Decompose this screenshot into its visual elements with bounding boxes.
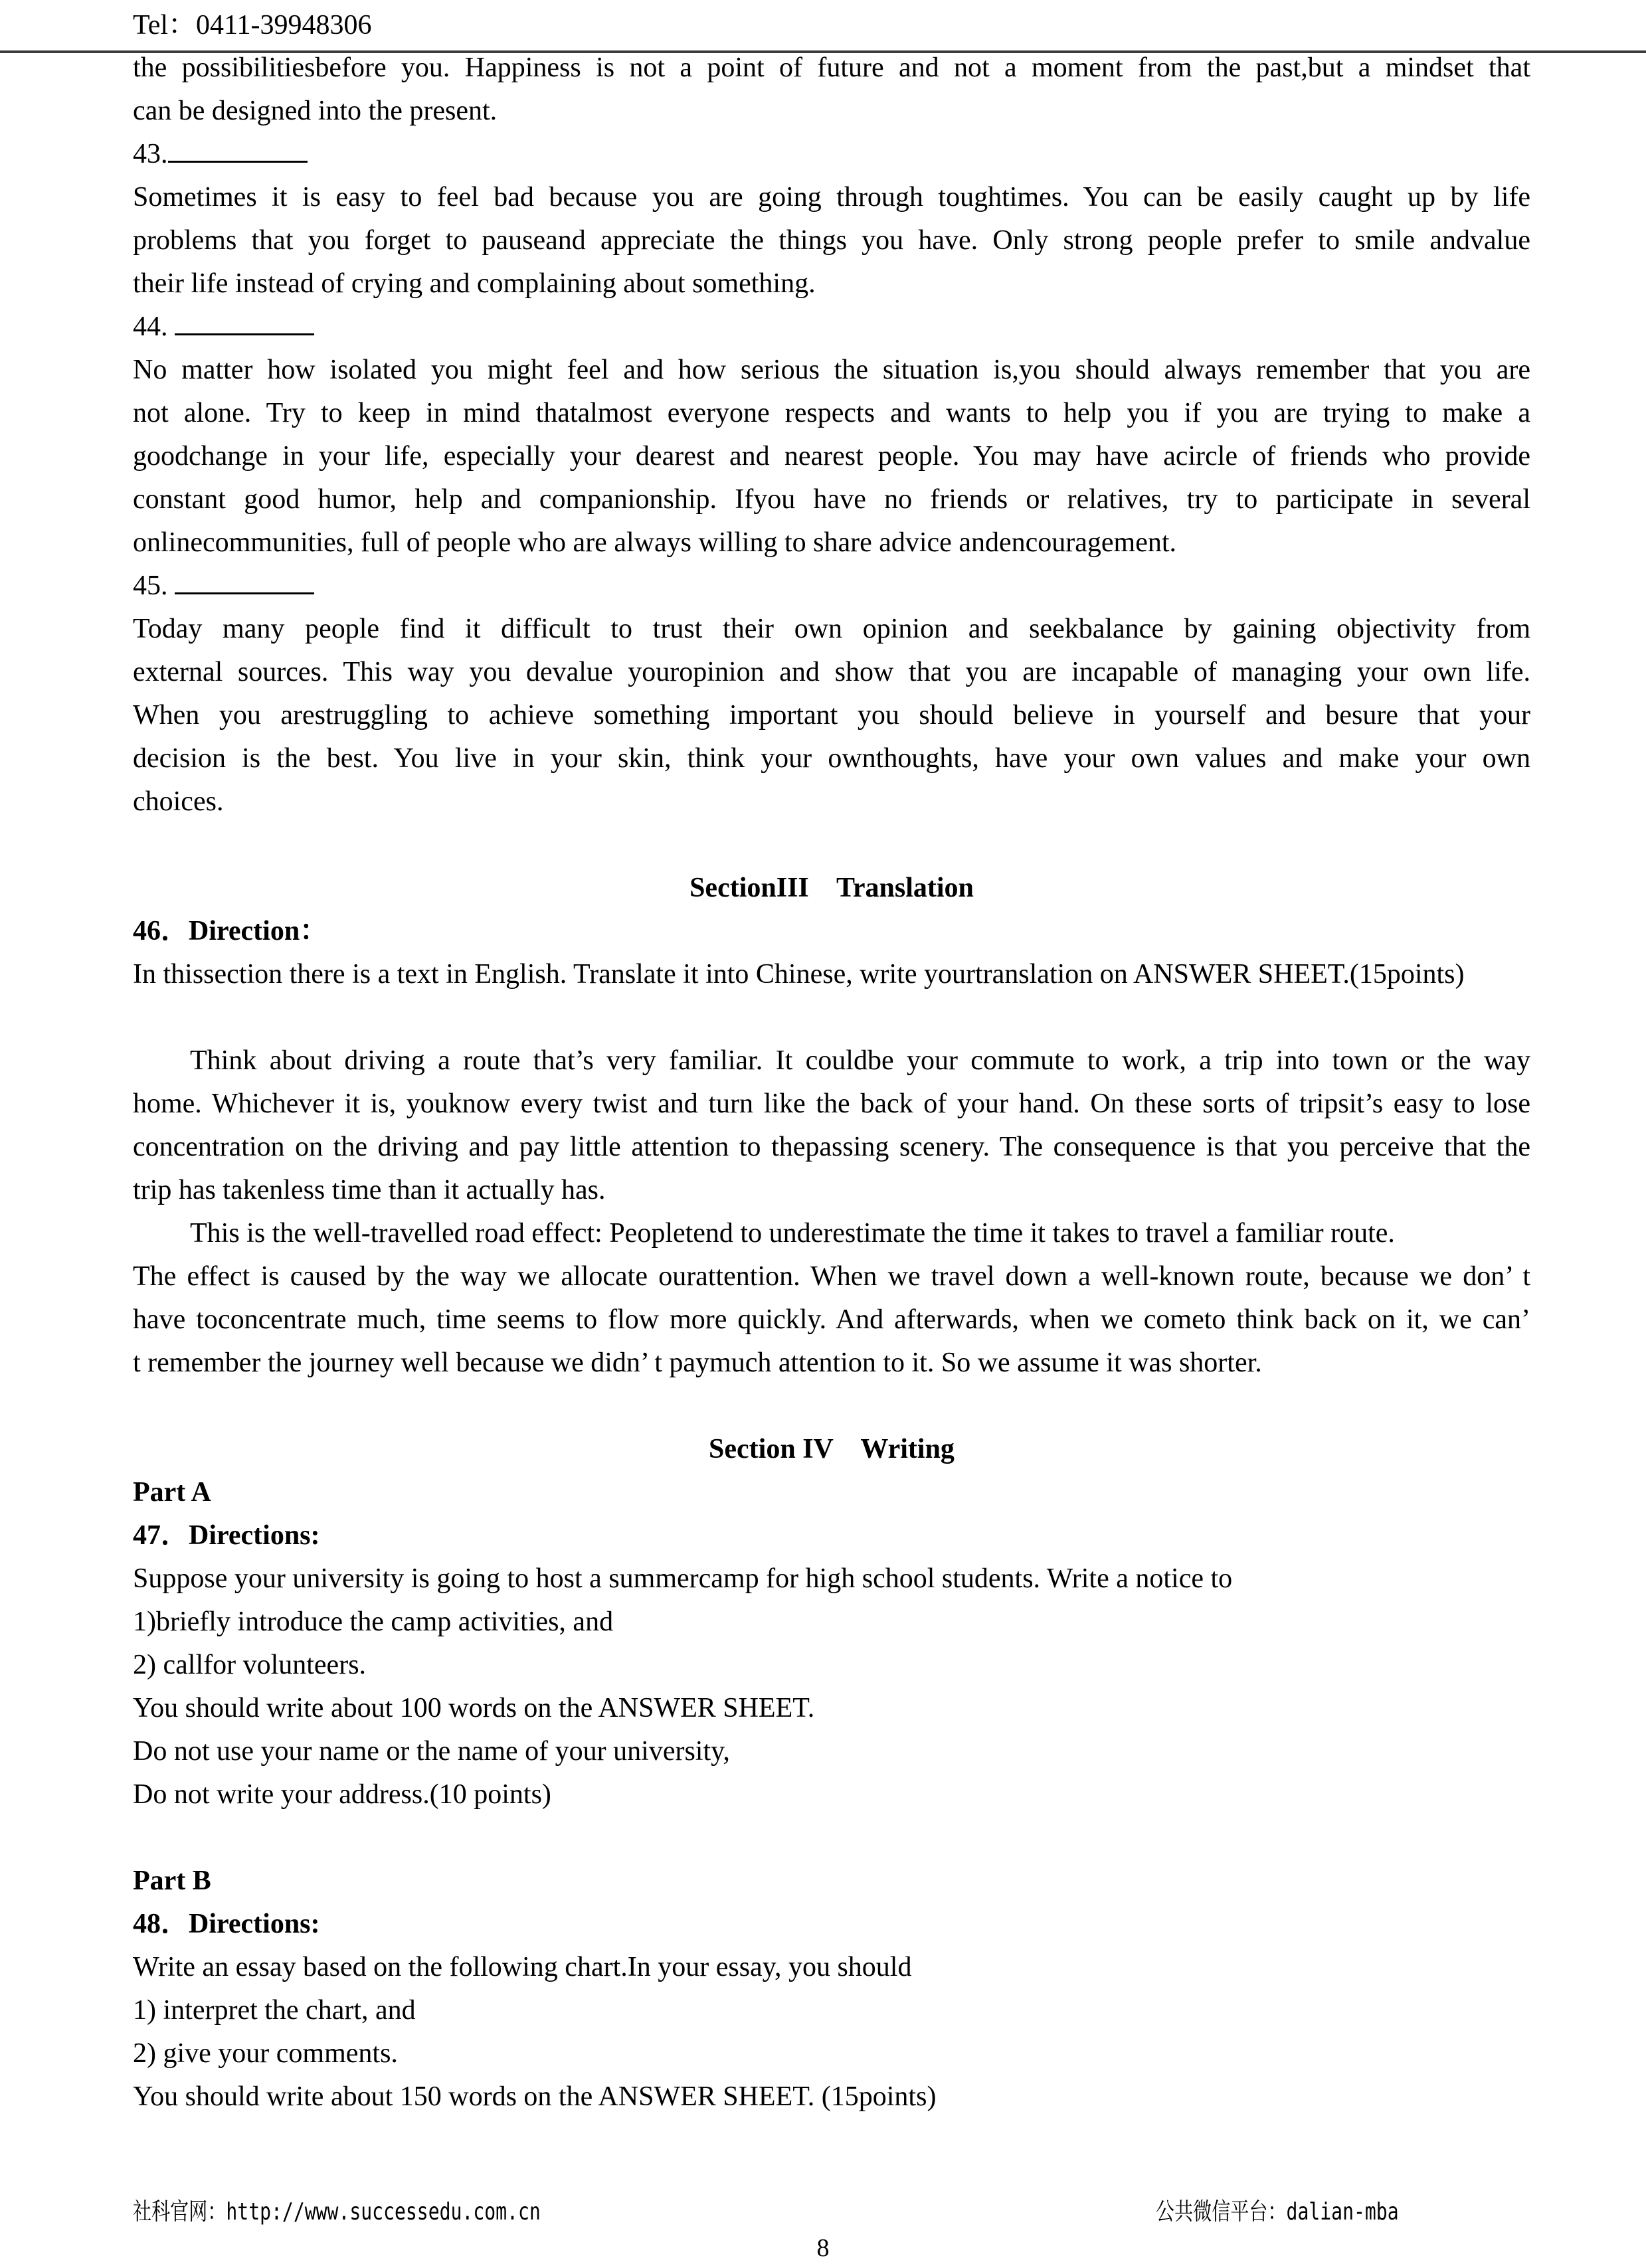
translation-text-line: t remember the journey well because we didn’ t paymuch attention to it. So we assume it was shorter. bbox=[133, 1348, 1262, 1378]
passage-line: No matter how isolated you might feel and how serious the situation is,you should always remember that you are bbox=[133, 355, 1530, 385]
part-b-label: Part B bbox=[133, 1866, 211, 1896]
writing-direction-line: 2) callfor volunteers. bbox=[133, 1650, 367, 1680]
passage-line: choices. bbox=[133, 786, 224, 817]
header-telephone: Tel：0411-39948306 bbox=[133, 10, 372, 41]
translation-text-line: Think about driving a route that’s very familiar. It couldbe your commute to work, a trip into town or the way bbox=[190, 1045, 1530, 1076]
translation-text-line: The effect is caused by the way we allocate ourattention. When we travel down a well-known route, because we don’ t bbox=[133, 1261, 1530, 1292]
question-number: 43. bbox=[133, 139, 168, 169]
question-46-heading: 46．Direction： bbox=[133, 916, 328, 946]
question-48-heading: 48．Directions: bbox=[133, 1909, 320, 1939]
section-title-translation: SectionIII Translation bbox=[689, 873, 974, 903]
spacer bbox=[133, 824, 1530, 867]
passage-line: external sources. This way you devalue youropinion and show that you are incapable of managing your own life. bbox=[133, 657, 1530, 687]
writing-direction-line: You should write about 150 words on the ANSWER SHEET. (15points) bbox=[133, 2081, 937, 2112]
writing-direction-line: 2) give your comments. bbox=[133, 2038, 398, 2069]
writing-direction-line: You should write about 100 words on the ANSWER SHEET. bbox=[133, 1693, 815, 1723]
translation-text-line: This is the well-travelled road effect: Peopletend to underestimate the time it takes to travel a familiar route. bbox=[190, 1218, 1395, 1249]
spacer bbox=[133, 996, 1530, 1039]
translation-text-line: concentration on the driving and pay little attention to thepassing scenery. The consequence is that you perceive that the bbox=[133, 1132, 1530, 1162]
writing-direction-line: 1) interpret the chart, and bbox=[133, 1995, 416, 2026]
writing-direction-line: Write an essay based on the following chart.In your essay, you should bbox=[133, 1952, 912, 1982]
passage-line: the possibilitiesbefore you. Happiness is not a point of future and not a moment from the past,but a mindset that bbox=[133, 52, 1530, 83]
writing-direction-line: Do not write your address.(10 points) bbox=[133, 1779, 551, 1810]
question-44-blank bbox=[133, 305, 1530, 349]
writing-direction-line: Do not use your name or the name of your university, bbox=[133, 1736, 730, 1767]
passage-line: When you arestruggling to achieve something important you should believe in yourself and besure that your bbox=[133, 700, 1530, 731]
spacer bbox=[133, 1816, 1530, 1860]
question-43-blank bbox=[133, 133, 1530, 176]
question-number: 45. bbox=[133, 570, 168, 601]
question-45-blank bbox=[133, 565, 1530, 608]
footer-website: 社科官网：http://www.successedu.com.cn bbox=[133, 2198, 541, 2225]
writing-direction-line: 1)briefly introduce the camp activities, and bbox=[133, 1607, 614, 1637]
passage-line: constant good humor, help and companionship. Ifyou have no friends or relatives, try to participate in several bbox=[133, 484, 1530, 515]
translation-text-line: have toconcentrate much, time seems to flow more quickly. And afterwards, when we cometo think back on it, we can’ bbox=[133, 1304, 1530, 1335]
passage-line: Today many people find it difficult to trust their own opinion and seekbalance by gaining objectivity from bbox=[133, 614, 1530, 644]
translation-text-line: home. Whichever it is, youknow every twist and turn like the back of your hand. On these sorts of tripsit’s easy to lose bbox=[133, 1089, 1530, 1119]
translation-instruction: In thissection there is a text in English. Translate it into Chinese, write yourtranslation on ANSWER SHEET.(15points) bbox=[133, 959, 1465, 990]
page-number: 8 bbox=[816, 2234, 830, 2262]
part-a-label: Part A bbox=[133, 1477, 211, 1508]
answer-blank-43 bbox=[168, 138, 308, 163]
spacer bbox=[133, 1385, 1530, 1428]
translation-text-line: trip has takenless time than it actually has. bbox=[133, 1175, 606, 1205]
answer-blank-44 bbox=[175, 311, 314, 335]
passage-line: onlinecommunities, full of people who are always willing to share advice andencouragement. bbox=[133, 527, 1177, 558]
answer-blank-45 bbox=[175, 570, 314, 594]
writing-direction-line: Suppose your university is going to host a summercamp for high school students. Write a notice to bbox=[133, 1563, 1233, 1594]
passage-line: not alone. Try to keep in mind thatalmost everyone respects and wants to help you if you are trying to make a bbox=[133, 398, 1530, 428]
passage-line: problems that you forget to pauseand appreciate the things you have. Only strong people prefer to smile andvalue bbox=[133, 225, 1530, 256]
passage-line: decision is the best. You live in your skin, think your ownthoughts, have your own values and make your own bbox=[133, 743, 1530, 774]
section-title-writing: Section IV Writing bbox=[709, 1434, 955, 1464]
passage-line: can be designed into the present. bbox=[133, 96, 498, 126]
passage-line: Sometimes it is easy to feel bad because you are going through toughtimes. You can be easily caught up by life bbox=[133, 182, 1530, 213]
passage-line: their life instead of crying and complaining about something. bbox=[133, 268, 816, 299]
footer-wechat: 公共微信平台：dalian-mba bbox=[1156, 2198, 1399, 2225]
question-number: 44. bbox=[133, 311, 168, 342]
page-body bbox=[133, 46, 1530, 2119]
question-47-heading: 47．Directions: bbox=[133, 1520, 320, 1551]
passage-line: goodchange in your life, especially your dearest and nearest people. You may have acircle of friends who provide bbox=[133, 441, 1530, 472]
